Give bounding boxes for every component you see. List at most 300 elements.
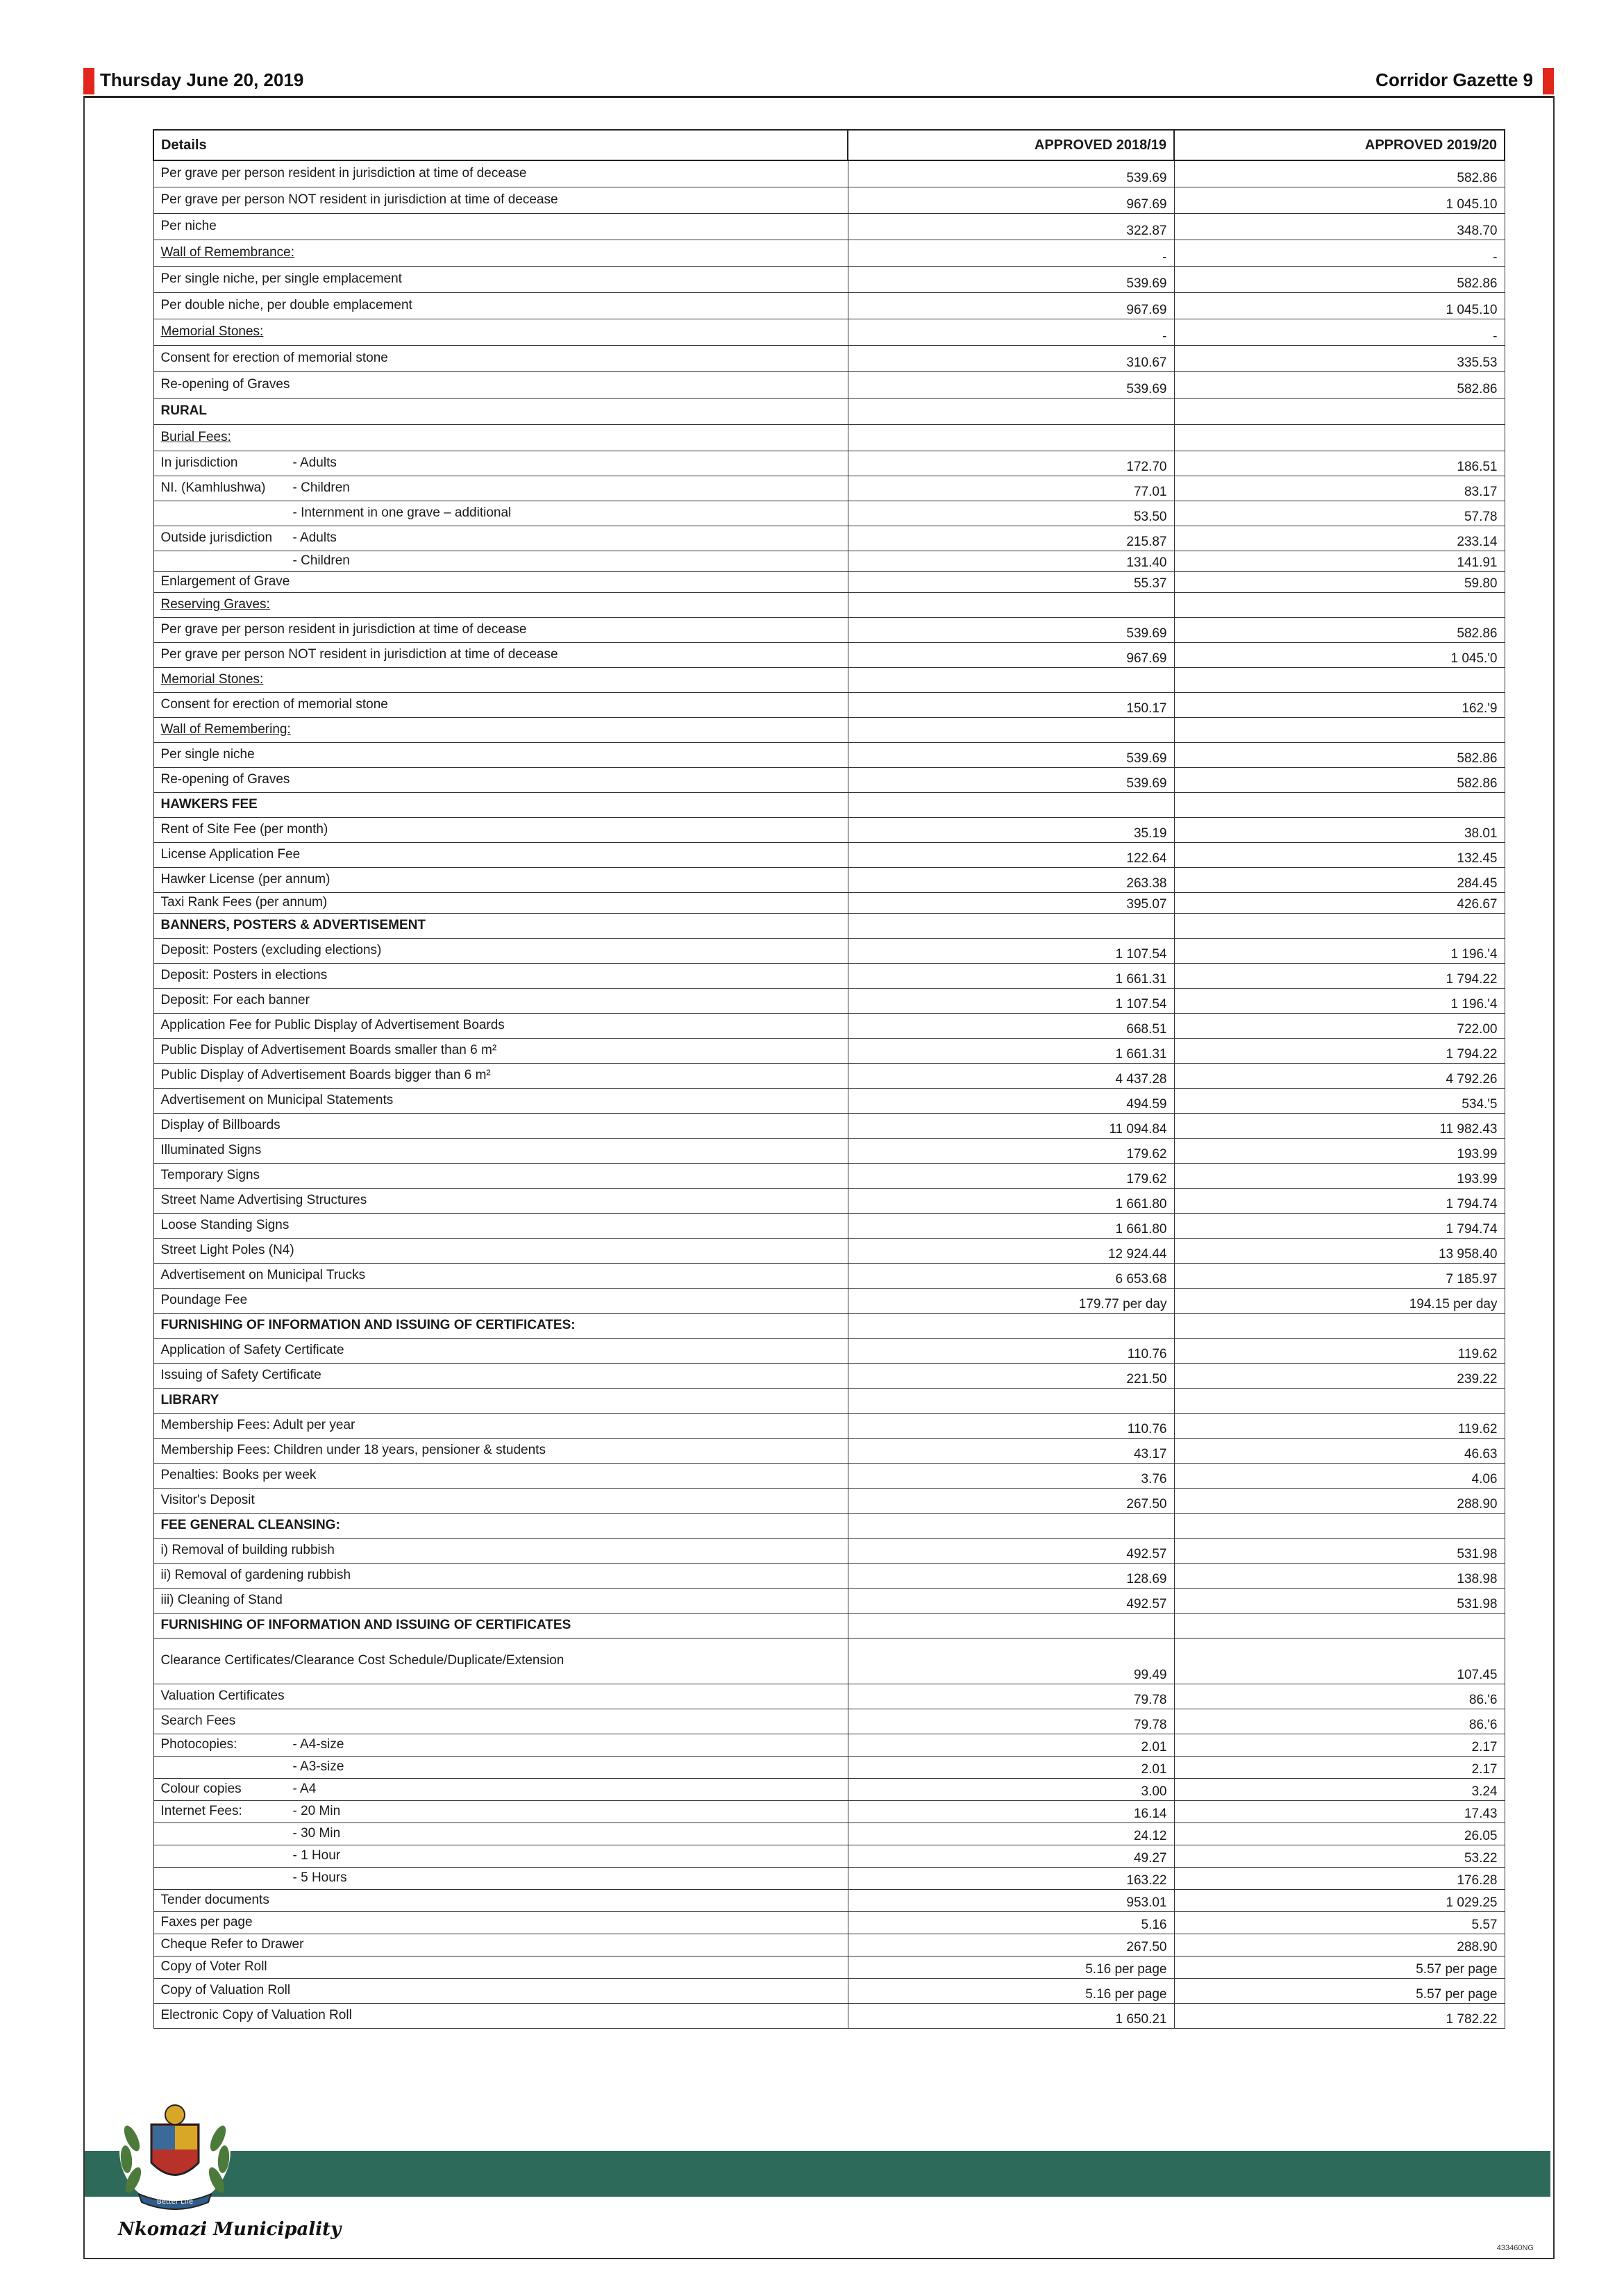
value-2018-19: 494.59 [848,1088,1174,1113]
row-detail [153,892,848,913]
value-2019-20: 4 792.26 [1174,1063,1505,1088]
table-row [153,1911,1505,1934]
value-2019-20: 132.45 [1174,842,1505,867]
row-detail [153,213,848,240]
value-2018-19: 43.17 [848,1438,1174,1463]
row-detail [153,1138,848,1163]
row-detail [153,187,848,213]
table-row [153,319,1505,345]
row-detail [153,1978,848,2003]
detail-label: Re-opening of Graves [160,377,290,392]
value-2019-20: 193.99 [1174,1163,1505,1188]
value-2018-19: 4 437.28 [848,1063,1174,1088]
detail-label: Advertisement on Municipal Statements [160,1093,394,1107]
detail-label: In jurisdiction [160,455,238,470]
value-2018-19: 967.69 [848,292,1174,319]
table-row [153,1845,1505,1867]
value-2018-19: 492.57 [848,1588,1174,1613]
table-row [153,667,1505,692]
detail-label: Deposit: Posters (excluding elections) [160,943,382,957]
value-2018-19 [848,592,1174,617]
value-2019-20: 7 185.97 [1174,1263,1505,1288]
value-2018-19: 215.87 [848,526,1174,551]
detail-label: Per grave per person resident in jurisdiction at time of decease [160,622,527,637]
table-row [153,1188,1505,1213]
row-detail [153,617,848,642]
detail-label: Temporary Signs [160,1168,260,1182]
row-detail [153,1734,848,1756]
value-2019-20 [1174,792,1505,817]
value-2019-20 [1174,717,1505,742]
value-2018-19: 172.70 [848,451,1174,476]
detail-label: BANNERS, POSTERS & ADVERTISEMENT [160,918,426,932]
page-header [83,67,1554,98]
detail-label: Copy of Valuation Roll [160,1983,291,1997]
value-2019-20: 2.17 [1174,1756,1505,1778]
table-row [153,1088,1505,1113]
value-2018-19: 953.01 [848,1889,1174,1911]
row-detail [153,1845,848,1867]
value-2018-19: 1 107.54 [848,938,1174,963]
table-row [153,1563,1505,1588]
value-2018-19: 1 661.80 [848,1188,1174,1213]
detail-label: Consent for erection of memorial stone [160,351,388,365]
table-row [153,187,1505,213]
value-2019-20 [1174,592,1505,617]
row-detail [153,1213,848,1238]
value-2019-20: 194.15 per day [1174,1288,1505,1313]
row-detail [153,817,848,842]
value-2019-20: 582.86 [1174,767,1505,792]
table-row [153,1513,1505,1538]
row-detail [153,1538,848,1563]
table-row [153,692,1505,717]
row-detail [153,642,848,667]
value-2018-19 [848,1513,1174,1538]
value-2019-20: 288.90 [1174,1934,1505,1956]
table-row [153,160,1505,187]
detail-label: Consent for erection of memorial stone [160,697,388,712]
table-row [153,345,1505,371]
value-2019-20: 4.06 [1174,1463,1505,1488]
row-detail [153,319,848,345]
value-2018-19: 5.16 [848,1911,1174,1934]
detail-sub-label: - A4 [292,1782,317,1796]
value-2018-19: 5.16 per page [848,1978,1174,2003]
value-2018-19: 1 650.21 [848,2003,1174,2028]
table-row [153,266,1505,292]
tariff-table [153,129,1505,2029]
table-row [153,963,1505,988]
table-row [153,476,1505,501]
value-2018-19: 77.01 [848,476,1174,501]
value-2019-20 [1174,1513,1505,1538]
detail-label: Per grave per person NOT resident in jurisdiction at time of decease [160,192,558,207]
column-header-approved-2019-20: APPROVED 2019/20 [1174,130,1505,160]
row-detail [153,1038,848,1063]
detail-label: RURAL [160,403,207,418]
table-row [153,1867,1505,1889]
table-row [153,1956,1505,1978]
table-row [153,592,1505,617]
value-2018-19: 49.27 [848,1845,1174,1867]
table-row [153,717,1505,742]
municipality-crest [111,2090,240,2218]
row-detail [153,1778,848,1800]
detail-label: ii) Removal of gardening rubbish [160,1568,351,1582]
table-row [153,501,1505,526]
value-2019-20 [1174,913,1505,938]
table-row [153,1138,1505,1163]
detail-label: Colour copies [160,1782,242,1796]
row-detail [153,1413,848,1438]
value-2019-20: 5.57 [1174,1911,1505,1934]
row-detail [153,963,848,988]
value-2019-20: 138.98 [1174,1563,1505,1588]
detail-label: iii) Cleaning of Stand [160,1593,283,1607]
detail-label: Wall of Remembrance: [160,245,295,260]
value-2018-19: 122.64 [848,842,1174,867]
detail-label: Hawker License (per annum) [160,872,330,887]
table-row [153,1800,1505,1822]
detail-label: Photocopies: [160,1737,237,1752]
value-2019-20: 176.28 [1174,1867,1505,1889]
detail-label: License Application Fee [160,847,301,862]
value-2018-19: 1 661.80 [848,1213,1174,1238]
column-header-approved-2018-19: APPROVED 2018/19 [848,130,1174,160]
detail-label: Poundage Fee [160,1293,248,1307]
value-2019-20: 2.17 [1174,1734,1505,1756]
value-2019-20: 582.86 [1174,742,1505,767]
table-row [153,1709,1505,1734]
row-detail [153,424,848,451]
detail-label: Copy of Voter Roll [160,1959,267,1974]
detail-label: Internet Fees: [160,1804,242,1818]
value-2018-19 [848,398,1174,424]
tariff-table-body [153,160,1505,2028]
row-detail [153,1288,848,1313]
detail-label: Rent of Site Fee (per month) [160,822,328,837]
value-2018-19: 179.62 [848,1163,1174,1188]
detail-label: Membership Fees: Children under 18 years, pensioner & students [160,1443,546,1457]
detail-label: Re-opening of Graves [160,772,290,787]
detail-label: Electronic Copy of Valuation Roll [160,2008,352,2022]
table-row [153,398,1505,424]
table-row [153,892,1505,913]
table-row [153,1288,1505,1313]
row-detail [153,938,848,963]
advert-reference: 433460NG [1496,2244,1534,2252]
value-2019-20: 57.78 [1174,501,1505,526]
table-row [153,742,1505,767]
row-detail [153,742,848,767]
value-2018-19: 3.76 [848,1463,1174,1488]
value-2019-20: 531.98 [1174,1588,1505,1613]
value-2018-19: 267.50 [848,1934,1174,1956]
value-2019-20: 46.63 [1174,1438,1505,1463]
value-2018-19: - [848,319,1174,345]
table-row [153,1413,1505,1438]
detail-label: Illuminated Signs [160,1143,262,1157]
row-detail [153,1113,848,1138]
row-detail [153,1163,848,1188]
value-2018-19: 110.76 [848,1413,1174,1438]
table-row [153,642,1505,667]
value-2018-19: 179.77 per day [848,1288,1174,1313]
value-2019-20: 186.51 [1174,451,1505,476]
value-2018-19: 263.38 [848,867,1174,892]
table-row [153,240,1505,266]
value-2018-19: 668.51 [848,1013,1174,1038]
table-row [153,2003,1505,2028]
value-2018-19: 310.67 [848,345,1174,371]
value-2019-20 [1174,667,1505,692]
value-2018-19 [848,717,1174,742]
value-2018-19: 99.49 [848,1638,1174,1684]
value-2019-20: 1 196.'4 [1174,938,1505,963]
detail-label: Memorial Stones: [160,324,264,339]
value-2018-19: 2.01 [848,1756,1174,1778]
table-header-row [153,130,1505,160]
value-2018-19: 179.62 [848,1138,1174,1163]
value-2019-20: 1 794.22 [1174,1038,1505,1063]
row-detail [153,345,848,371]
value-2018-19: 79.78 [848,1684,1174,1709]
value-2019-20: 1 045.10 [1174,187,1505,213]
detail-label: Per niche [160,219,217,233]
value-2019-20 [1174,1313,1505,1338]
value-2018-19: 6 653.68 [848,1263,1174,1288]
table-row [153,1338,1505,1363]
table-row [153,371,1505,398]
crest-motto: Better Life [156,2198,194,2206]
table-row [153,1613,1505,1638]
table-row [153,1684,1505,1709]
value-2019-20: 141.91 [1174,551,1505,571]
value-2019-20: 1 794.74 [1174,1188,1505,1213]
value-2019-20: 233.14 [1174,526,1505,551]
value-2018-19: 53.50 [848,501,1174,526]
table-row [153,1778,1505,1800]
row-detail [153,692,848,717]
table-row [153,1588,1505,1613]
table-row [153,1934,1505,1956]
table-row [153,792,1505,817]
row-detail [153,1756,848,1778]
row-detail [153,526,848,551]
detail-label: Tender documents [160,1893,269,1907]
value-2019-20: 107.45 [1174,1638,1505,1684]
table-row [153,1538,1505,1563]
value-2018-19: 221.50 [848,1363,1174,1388]
footer-band [85,2151,1550,2197]
value-2019-20: 1 782.22 [1174,2003,1505,2028]
value-2019-20: 3.24 [1174,1778,1505,1800]
value-2019-20: 582.86 [1174,371,1505,398]
row-detail [153,1588,848,1613]
value-2019-20: 582.86 [1174,160,1505,187]
value-2018-19: 967.69 [848,642,1174,667]
value-2019-20: 582.86 [1174,266,1505,292]
row-detail [153,1709,848,1734]
value-2018-19 [848,667,1174,692]
table-row [153,988,1505,1013]
table-row [153,1113,1505,1138]
detail-label: Burial Fees: [160,430,231,444]
table-row [153,1313,1505,1338]
table-row [153,1463,1505,1488]
value-2018-19: 267.50 [848,1488,1174,1513]
detail-sub-label: - Children [292,553,350,568]
value-2018-19: 163.22 [848,1867,1174,1889]
detail-label: Valuation Certificates [160,1689,285,1703]
detail-label: Street Name Advertising Structures [160,1193,367,1207]
detail-label: Deposit: For each banner [160,993,310,1007]
row-detail [153,717,848,742]
detail-label: Public Display of Advertisement Boards bigger than 6 m² [160,1068,491,1082]
value-2019-20: 13 958.40 [1174,1238,1505,1263]
detail-label: Search Fees [160,1713,236,1728]
table-row [153,451,1505,476]
row-detail [153,266,848,292]
header-accent-right [1543,68,1554,94]
table-row [153,1363,1505,1388]
value-2018-19: 55.37 [848,571,1174,592]
value-2019-20: 1 794.22 [1174,963,1505,988]
value-2019-20: 162.'9 [1174,692,1505,717]
value-2018-19: 3.00 [848,1778,1174,1800]
detail-sub-label: - A3-size [292,1759,344,1774]
row-detail [153,1956,848,1978]
detail-label: Street Light Poles (N4) [160,1243,294,1257]
row-detail [153,1063,848,1088]
value-2018-19: 539.69 [848,266,1174,292]
table-row [153,1438,1505,1463]
table-row [153,767,1505,792]
value-2019-20: 86.'6 [1174,1684,1505,1709]
detail-label: Wall of Remembering: [160,722,291,737]
detail-label: Per grave per person resident in jurisdiction at time of decease [160,166,527,181]
value-2019-20: 53.22 [1174,1845,1505,1867]
table-row [153,424,1505,451]
detail-label: Application of Safety Certificate [160,1343,344,1357]
value-2019-20: - [1174,319,1505,345]
value-2018-19: 79.78 [848,1709,1174,1734]
value-2019-20: 1 029.25 [1174,1889,1505,1911]
row-detail [153,476,848,501]
detail-label: Per single niche, per single emplacement [160,271,402,286]
value-2019-20: 335.53 [1174,345,1505,371]
row-detail [153,501,848,526]
row-detail [153,1638,848,1684]
table-row [153,867,1505,892]
detail-sub-label: - 20 Min [292,1804,341,1818]
value-2018-19 [848,1388,1174,1413]
row-detail [153,1313,848,1338]
value-2019-20: - [1174,240,1505,266]
value-2018-19: 110.76 [848,1338,1174,1363]
row-detail [153,1438,848,1463]
row-detail [153,1463,848,1488]
table-row [153,1978,1505,2003]
value-2019-20: 5.57 per page [1174,1978,1505,2003]
row-detail [153,792,848,817]
value-2018-19: 539.69 [848,371,1174,398]
value-2018-19 [848,792,1174,817]
value-2018-19: 395.07 [848,892,1174,913]
value-2018-19: 11 094.84 [848,1113,1174,1138]
table-row [153,913,1505,938]
table-row [153,1734,1505,1756]
value-2018-19: 539.69 [848,160,1174,187]
row-detail [153,1911,848,1934]
row-detail [153,988,848,1013]
table-row [153,571,1505,592]
row-detail [153,867,848,892]
table-row [153,617,1505,642]
detail-label: Loose Standing Signs [160,1218,290,1232]
detail-label: i) Removal of building rubbish [160,1543,335,1557]
value-2018-19: 539.69 [848,617,1174,642]
value-2019-20: 17.43 [1174,1800,1505,1822]
value-2019-20: 11 982.43 [1174,1113,1505,1138]
detail-label: NI. (Kamhlushwa) [160,480,266,495]
row-detail [153,1088,848,1113]
detail-label: Visitor's Deposit [160,1493,255,1507]
value-2019-20: 86.'6 [1174,1709,1505,1734]
detail-label: Per double niche, per double emplacement [160,298,412,312]
table-row [153,292,1505,319]
value-2018-19: 539.69 [848,742,1174,767]
value-2018-19: 24.12 [848,1822,1174,1845]
value-2018-19: 16.14 [848,1800,1174,1822]
value-2018-19: 1 661.31 [848,1038,1174,1063]
row-detail [153,1867,848,1889]
detail-label: Display of Billboards [160,1118,281,1132]
value-2018-19: 35.19 [848,817,1174,842]
detail-sub-label: - 5 Hours [292,1870,347,1885]
table-row [153,938,1505,963]
value-2018-19: 492.57 [848,1538,1174,1563]
detail-label: Issuing of Safety Certificate [160,1368,321,1382]
value-2019-20: 119.62 [1174,1338,1505,1363]
value-2019-20: 1 045.10 [1174,292,1505,319]
row-detail [153,667,848,692]
detail-label: Taxi Rank Fees (per annum) [160,895,328,910]
value-2019-20 [1174,1388,1505,1413]
value-2018-19: 128.69 [848,1563,1174,1588]
row-detail [153,1488,848,1513]
row-detail [153,292,848,319]
row-detail [153,2003,848,2028]
table-row [153,1163,1505,1188]
row-detail [153,240,848,266]
row-detail [153,1684,848,1709]
table-row [153,551,1505,571]
newspaper-page-label: Corridor Gazette 9 [1375,69,1533,90]
row-detail [153,160,848,187]
value-2019-20: 534.'5 [1174,1088,1505,1113]
row-detail [153,1238,848,1263]
table-row [153,817,1505,842]
value-2019-20: 119.62 [1174,1413,1505,1438]
detail-sub-label: - Internment in one grave – additional [292,505,512,520]
value-2019-20: 1 045.'0 [1174,642,1505,667]
detail-sub-label: - 1 Hour [292,1848,341,1863]
value-2018-19 [848,1613,1174,1638]
detail-sub-label: - 30 Min [292,1826,341,1841]
row-detail [153,1563,848,1588]
